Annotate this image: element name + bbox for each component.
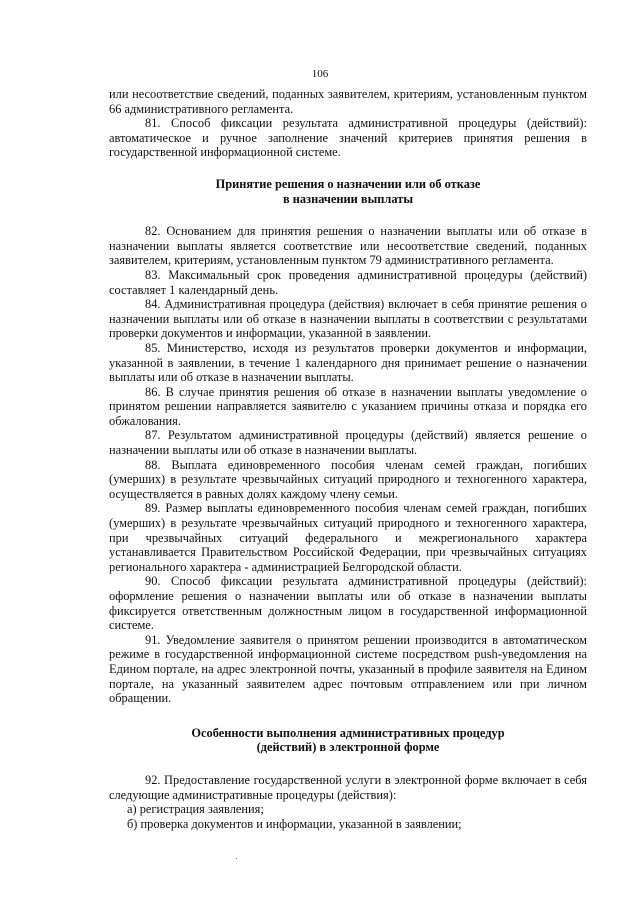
list-item-a: а) регистрация заявления; [127, 802, 264, 817]
heading-line: Особенности выполнения административных процедур [191, 725, 505, 740]
heading-line: (действий) в электронной форме [256, 740, 440, 755]
paragraph-89: 89. Размер выплаты единовременного пособия членам семей граждан, погибших (умерших) в результате чрезвычайных ситуаций природного и техногенного характера, при чрезвычайных ситуаций федерального и межрегионального характера устанавливается Правительством Российской Федерации, при чрезвычайных ситуациях регионального характера - администрацией Белгородской области. [109, 501, 587, 574]
paragraph-88: 88. Выплата единовременного пособия членам семей граждан, погибших (умерших) в результате чрезвычайных ситуаций природного и техногенного характера, осуществляется в равных долях каждому члену семьи. [109, 457, 587, 501]
list-item-b: б) проверка документов и информации, указанной в заявлении; [127, 816, 462, 831]
section-heading-electronic [109, 726, 587, 755]
paragraph-91: 91. Уведомление заявителя о принятом решении производится в автоматическом режиме в государственной информационной системе посредством push-уведомления на Едином портале, на адрес электронной почты, указанный в профиле заявителя на Едином портале, на указанный заявителем адрес почтовым отправлением или при личном обращении. [109, 632, 587, 706]
paragraph-90: 90. Способ фиксации результата административной процедуры (действий): оформление решения о назначении выплаты или об отказе в назначении выплаты фиксируется ответственным должностным лицом в государственной информационной системе. [109, 574, 587, 633]
paragraph-84: 84. Административная процедура (действия) включает в себя принятие решения о назначении выплаты или об отказе в назначении выплаты в соответствии с результатами проверки документов и информации, указанной в заявлении. [109, 297, 587, 341]
heading-line: в назначении выплаты [282, 191, 414, 206]
paragraph-92: 92. Предоставление государственной услуги в электронной форме включает в себя следующие административные процедуры (действия): [109, 772, 587, 802]
scan-speck [236, 858, 237, 859]
heading-line: Принятие решения о назначении или об отказе [215, 176, 481, 191]
paragraph-80-continuation: или несоответствие сведений, поданных заявителем, критериям, установленным пунктом 66 административного регламента. [109, 87, 587, 116]
paragraph-86: 86. В случае принятия решения об отказе в назначении выплаты уведомление о принятом решении направляется заявителю с указанием причины отказа и порядка его обжалования. [109, 384, 587, 428]
paragraph-85: 85. Министерство, исходя из результатов проверки документов и информации, указанной в заявлении, в течение 1 календарного дня принимает решение о назначении выплаты или об отказе в назначении выплаты. [109, 340, 587, 385]
paragraph-81: 81. Способ фиксации результата административной процедуры (действий): автоматическое и ручное заполнение значений критериев принятия решения в государственной информационной системе. [109, 116, 587, 160]
page-number: 106 [311, 68, 329, 80]
document-body [109, 87, 587, 831]
paragraph-87: 87. Результатом административной процедуры (действий) является решение о назначении выплаты или об отказе в назначении выплаты. [109, 428, 587, 458]
paragraph-83: 83. Максимальный срок проведения административной процедуры (действий) составляет 1 календарный день. [109, 267, 587, 297]
section-heading-decision [109, 177, 587, 206]
paragraph-82: 82. Основанием для принятия решения о назначении выплаты или об отказе в назначении выплаты является соответствие или несоответствие сведений, поданных заявителем, критериям, установленным пунктом 79 административного регламента. [109, 224, 587, 268]
